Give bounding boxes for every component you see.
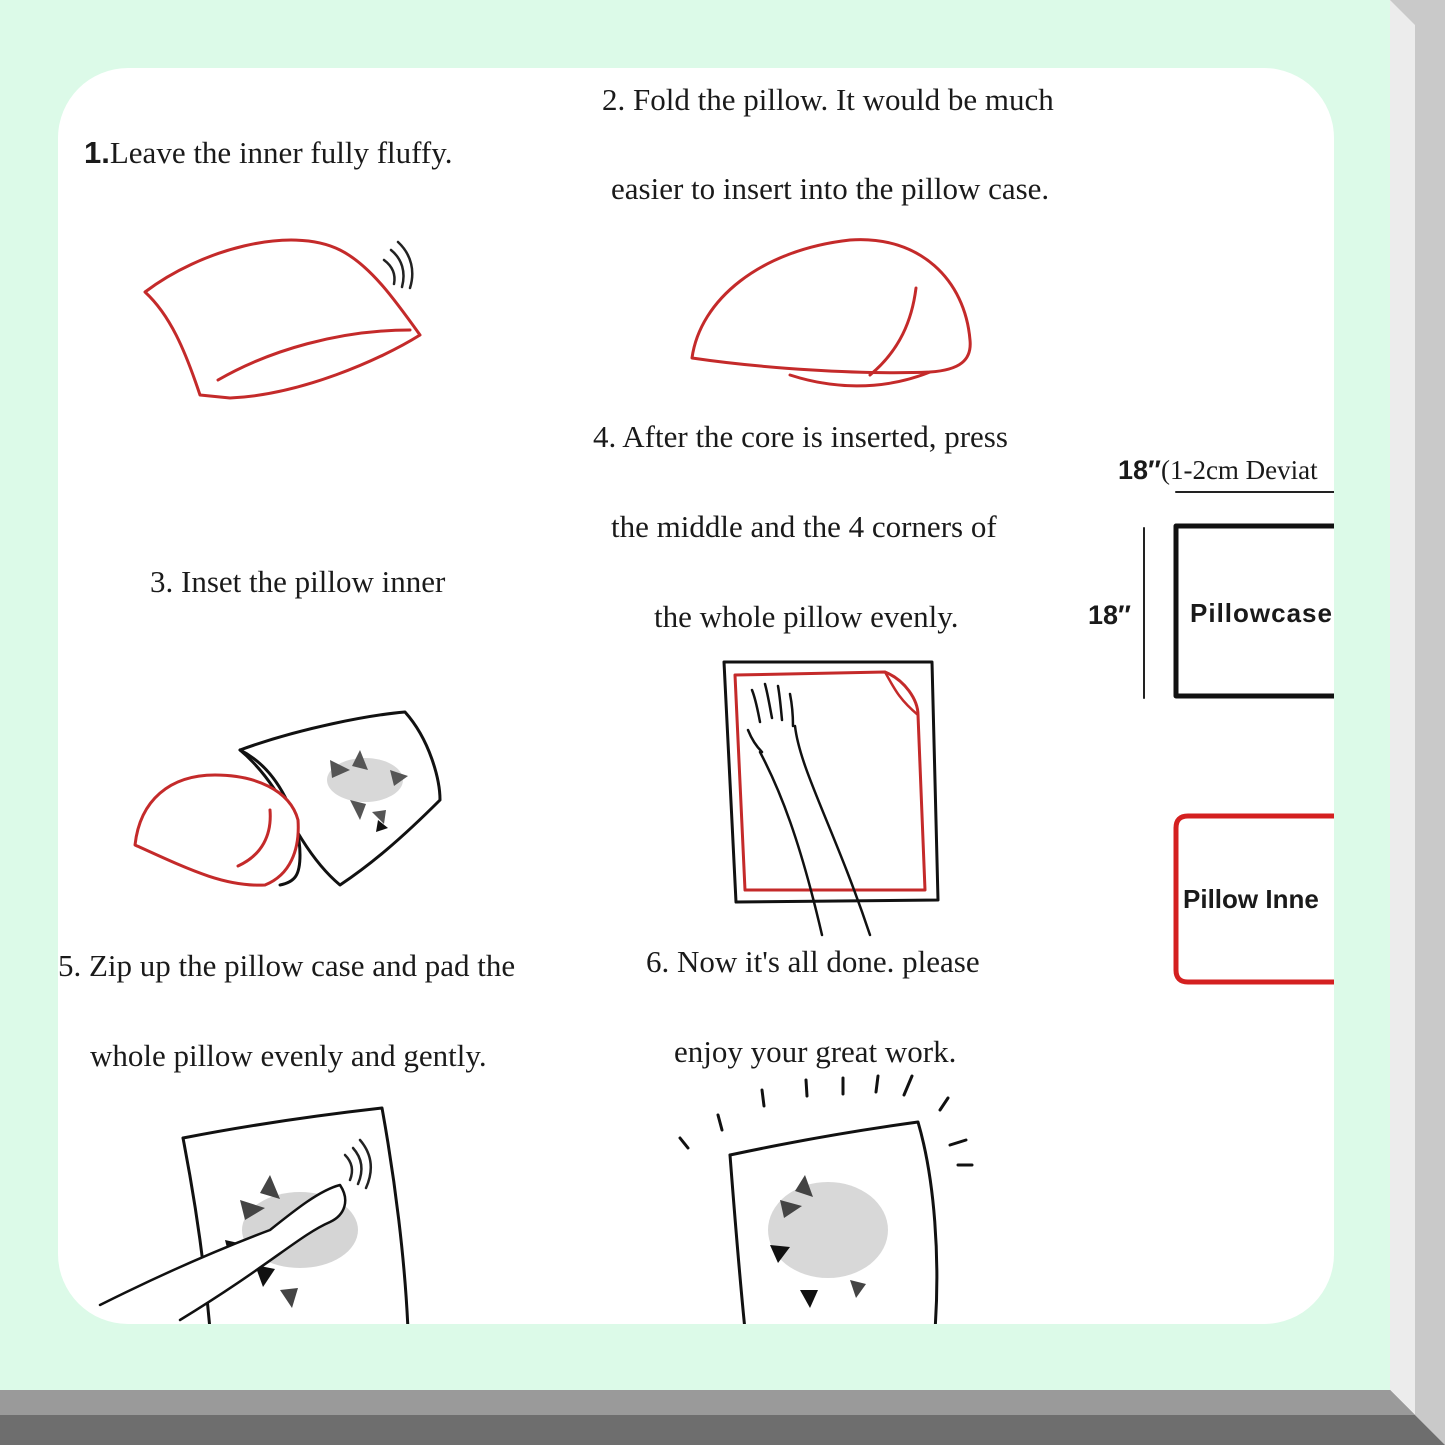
- inserting-inner-drawing: [135, 712, 440, 885]
- width-label: 18″: [1118, 455, 1161, 485]
- step-5-line-1: 5. Zip up the pillow case and pad the: [58, 948, 516, 983]
- height-label: 18″: [1088, 600, 1131, 630]
- step-4-line-3: the whole pillow evenly.: [654, 599, 959, 634]
- deviation-note: (1-2cm Deviat: [1160, 455, 1318, 485]
- step-2-line-2: easier to insert into the pillow case.: [611, 171, 1050, 206]
- pressing-pillow-drawing: [724, 662, 938, 935]
- finished-pillow-drawing: [680, 1076, 972, 1330]
- folded-pillow-drawing: [692, 240, 970, 386]
- pillow-inner-box: [1176, 816, 1345, 982]
- step-4-line-1: 4. After the core is inserted, press: [593, 419, 1008, 454]
- hand-icon: [748, 684, 870, 935]
- step-4-line-2: the middle and the 4 corners of: [611, 509, 997, 544]
- step-5-line-2: whole pillow evenly and gently.: [90, 1038, 487, 1073]
- pillowcase-label: Pillowcase: [1190, 598, 1333, 628]
- step-3-line-1: 3. Inset the pillow inner: [150, 564, 446, 599]
- fluff-motion-icon: [384, 242, 412, 288]
- step-1-number: 1.: [84, 135, 110, 170]
- flower-print-icon: [768, 1175, 888, 1308]
- size-diagram: [1144, 492, 1345, 982]
- pillow-inner-label: Pillow Inne: [1183, 884, 1319, 914]
- step-2-line-1: 2. Fold the pillow. It would be much: [602, 82, 1054, 117]
- step-6-line-2: enjoy your great work.: [674, 1034, 957, 1069]
- fluffy-pillow-drawing: [145, 240, 420, 398]
- padding-pillow-drawing: [100, 1108, 408, 1330]
- sparkle-lines-icon: [680, 1076, 972, 1165]
- pillowcase-box: [1176, 526, 1345, 696]
- step-1-label: Leave the inner fully fluffy.: [109, 135, 453, 170]
- pat-motion-icon: [345, 1140, 371, 1188]
- step-6-line-1: 6. Now it's all done. please: [646, 944, 980, 979]
